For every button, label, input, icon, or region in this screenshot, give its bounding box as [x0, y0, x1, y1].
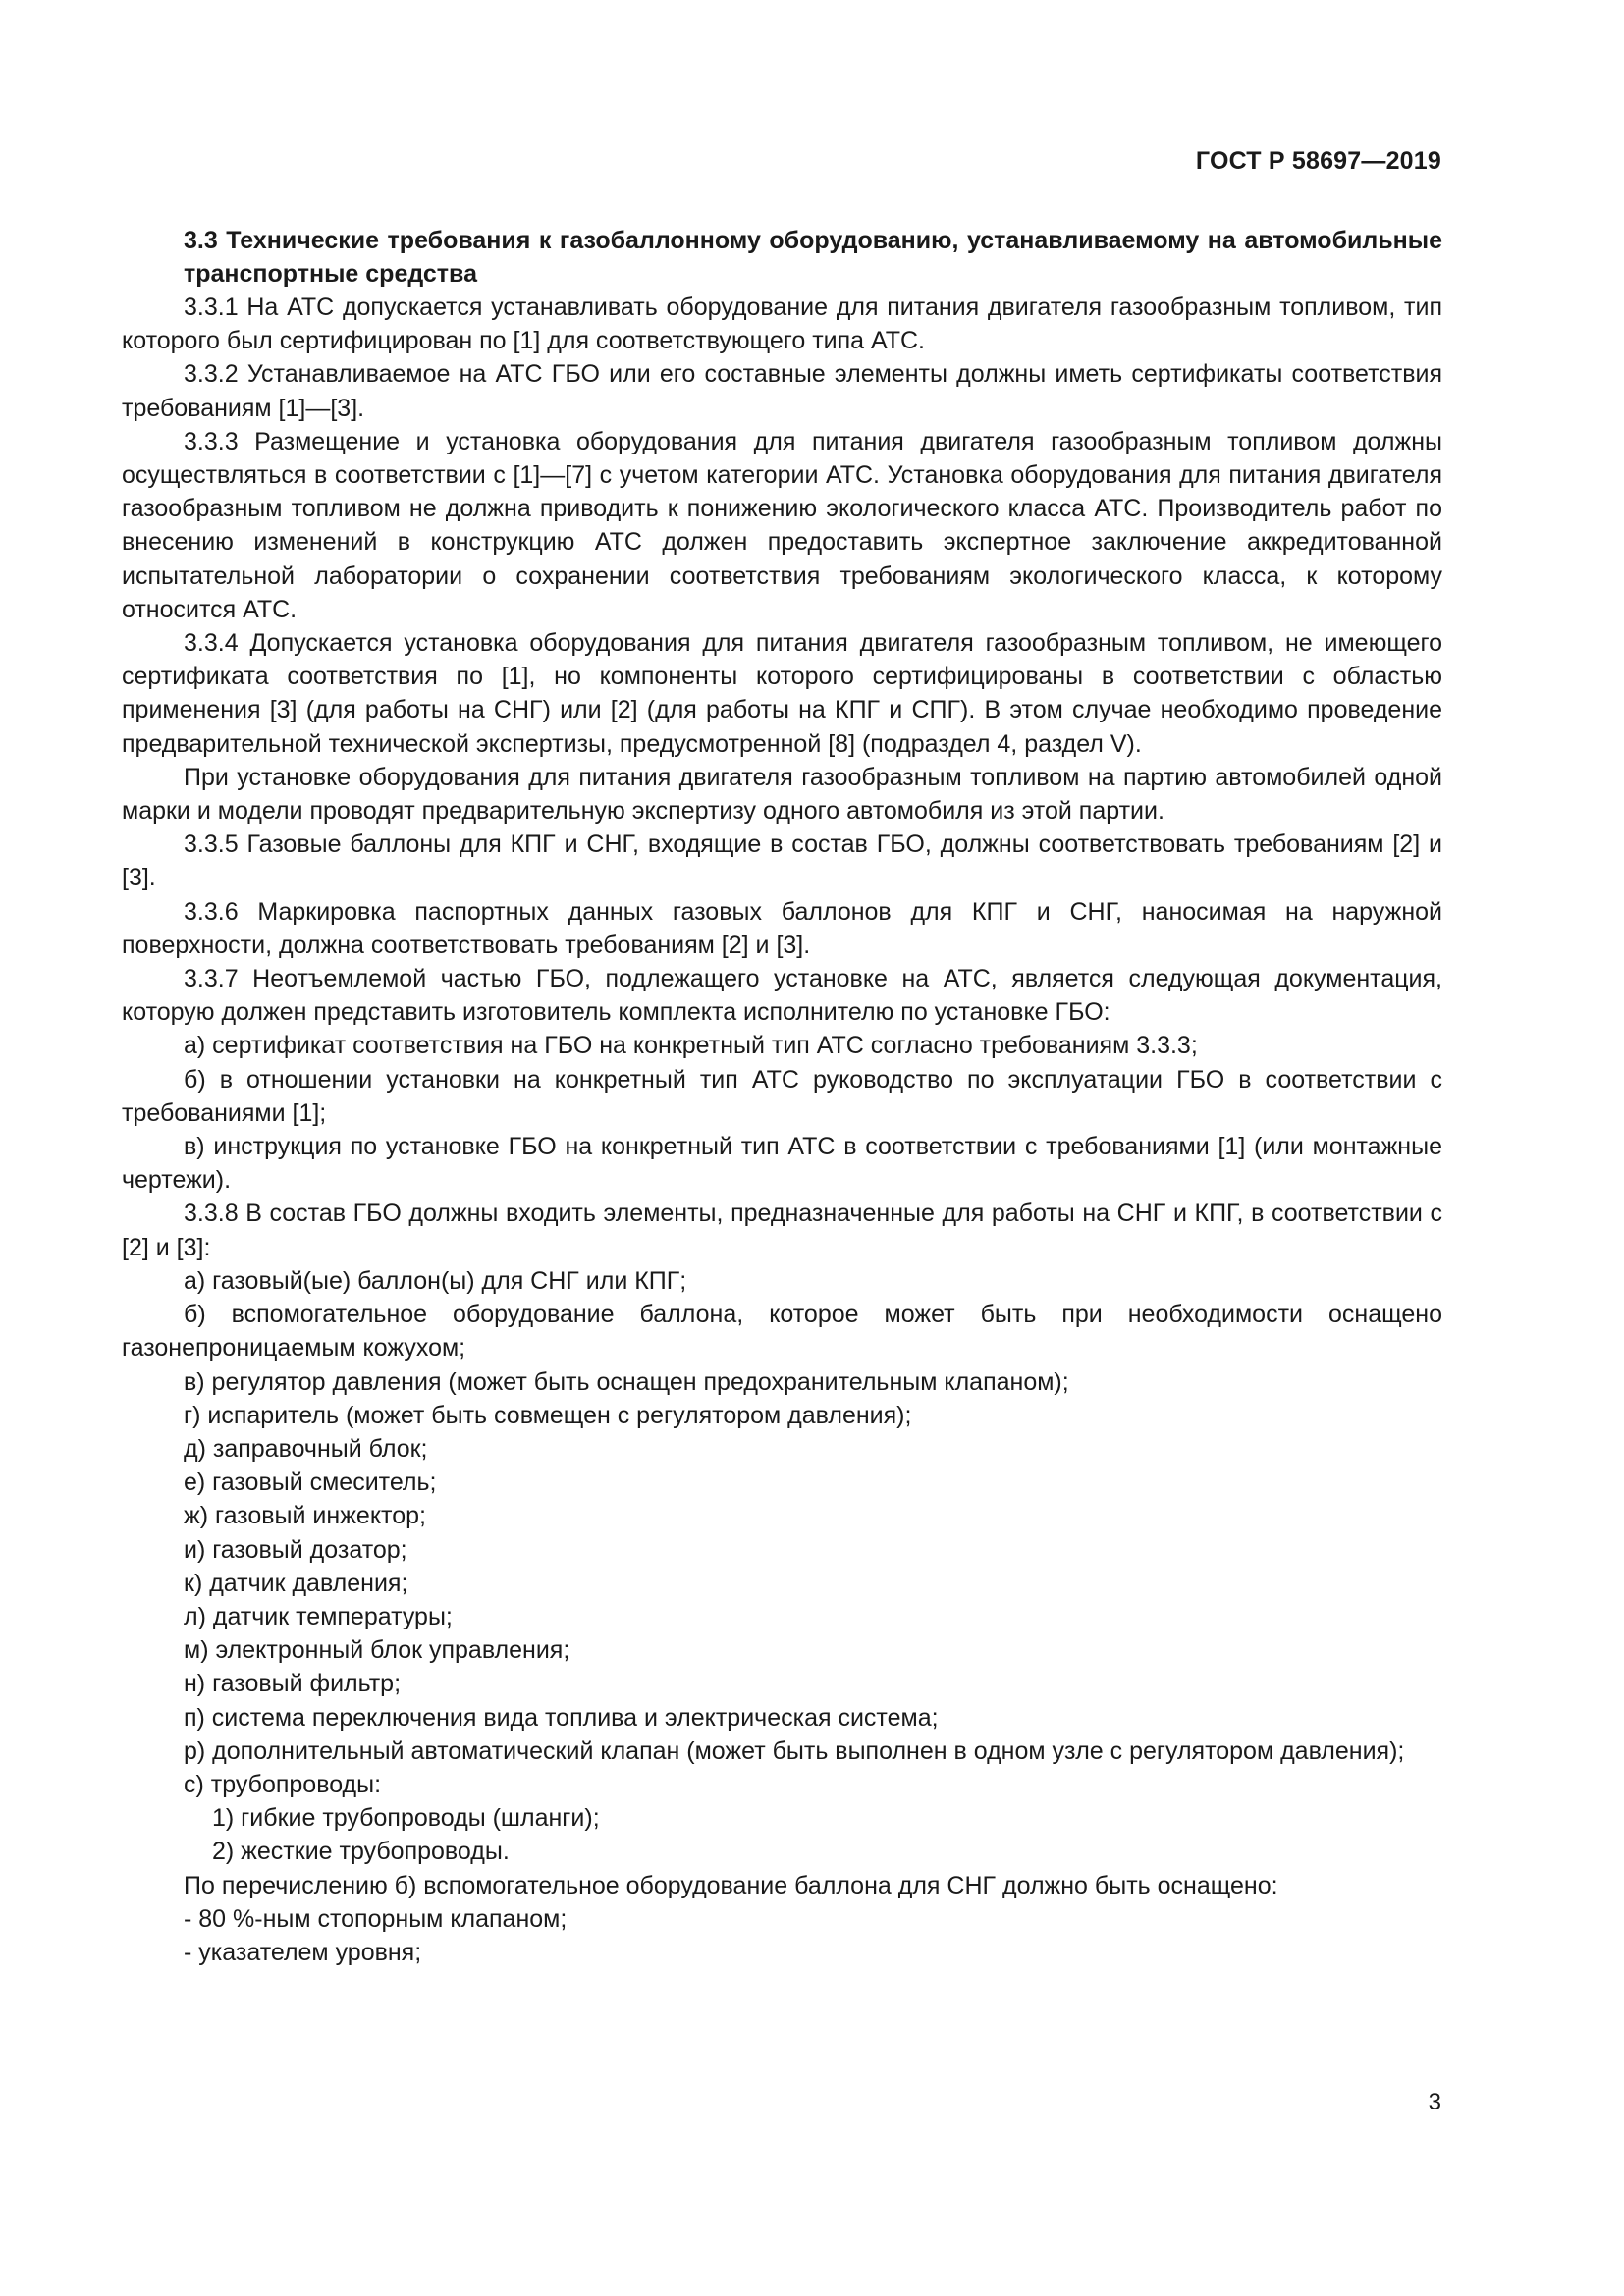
document-code-header: ГОСТ Р 58697—2019	[1195, 147, 1441, 175]
list-item: л) датчик температуры;	[184, 1602, 453, 1630]
list-item: и) газовый дозатор;	[184, 1535, 407, 1564]
paragraph-3-3-2: 3.3.2 Устанавливаемое на АТС ГБО или его составные элементы должны иметь сертификаты соответствия требованиям [1]—[3].	[122, 360, 1442, 422]
list-item: а) газовый(ые) баллон(ы) для СНГ или КПГ;	[184, 1266, 687, 1295]
sub-list-item: 1) гибкие трубопроводы (шланги);	[212, 1804, 600, 1833]
paragraph-enumeration-note: По перечислению б) вспомогательное оборудование баллона для СНГ должно быть оснащено:	[184, 1871, 1278, 1899]
paragraph-3-3-8: 3.3.8 В состав ГБО должны входить элементы, предназначенные для работы на СНГ и КПГ, в соответствии с [2] и [3]:	[122, 1200, 1442, 1261]
paragraph-3-3-4: 3.3.4 Допускается установка оборудования для питания двигателя газообразным топливом, не имеющего сертификата соответствия по [1], но компоненты которого сертифицированы в соответствии с областью применения [3] (для работы на СНГ) или [2] (для работы на КПГ и СПГ). В этом случае необходимо проведение предварительной технической экспертизы, предусмотренной [8] (подраздел 4, раздел V).	[122, 629, 1442, 758]
list-item: м) электронный блок управления;	[184, 1636, 570, 1665]
list-item: г) испаритель (может быть совмещен с регулятором давления);	[184, 1401, 912, 1429]
list-item: с) трубопроводы:	[184, 1770, 382, 1798]
list-item: б) вспомогательное оборудование баллона, которое может быть при необходимости оснащено газонепроницаемым кожухом;	[122, 1301, 1442, 1362]
list-item: ж) газовый инжектор;	[184, 1502, 426, 1530]
list-item: в) инструкция по установке ГБО на конкретный тип АТС в соответствии с требованиями [1] (или монтажные чертежи).	[122, 1133, 1442, 1195]
dash-list-item: - 80 %-ным стопорным клапаном;	[184, 1904, 568, 1933]
list-item: р) дополнительный автоматический клапан (может быть выполнен в одном узле с регулятором давления);	[184, 1736, 1405, 1765]
paragraph-3-3-7: 3.3.7 Неотъемлемой частью ГБО, подлежащего установке на АТС, является следующая документация, которую должен представить изготовитель комплекта исполнителю по установке ГБО:	[122, 965, 1442, 1027]
paragraph-3-3-5: 3.3.5 Газовые баллоны для КПГ и СНГ, входящие в состав ГБО, должны соответствовать требованиям [2] и [3].	[122, 830, 1442, 892]
paragraph-3-3-1: 3.3.1 На АТС допускается устанавливать оборудование для питания двигателя газообразным топливом, тип которого был сертифицирован по [1] для соответствующего типа АТС.	[122, 294, 1442, 355]
list-item: н) газовый фильтр;	[184, 1670, 402, 1698]
paragraph-3-3-6: 3.3.6 Маркировка паспортных данных газовых баллонов для КПГ и СНГ, наносимая на наружной поверхности, должна соответствовать требованиям [2] и [3].	[122, 897, 1442, 959]
page-number: 3	[1428, 2089, 1441, 2115]
section-title: 3.3 Технические требования к газобаллонному оборудованию, устанавливаемому на автомобильные транспортные средства	[184, 227, 1442, 288]
list-item: а) сертификат соответствия на ГБО на конкретный тип АТС согласно требованиям 3.3.3;	[184, 1032, 1198, 1060]
dash-list-item: - указателем уровня;	[184, 1938, 422, 1966]
list-item: е) газовый смеситель;	[184, 1468, 437, 1497]
list-item: д) заправочный блок;	[184, 1434, 428, 1463]
list-item: в) регулятор давления (может быть оснащен предохранительным клапаном);	[184, 1367, 1069, 1396]
sub-list-item: 2) жесткие трубопроводы.	[212, 1838, 510, 1866]
list-item: п) система переключения вида топлива и электрическая система;	[184, 1703, 939, 1732]
list-item: к) датчик давления;	[184, 1569, 408, 1597]
list-item: б) в отношении установки на конкретный тип АТС руководство по эксплуатации ГБО в соответствии с требованиями [1];	[122, 1065, 1442, 1127]
paragraph-batch-installation: При установке оборудования для питания двигателя газообразным топливом на партию автомобилей одной марки и модели проводят предварительную экспертизу одного автомобиля из этой партии.	[122, 763, 1442, 826]
paragraph-3-3-3: 3.3.3 Размещение и установка оборудования для питания двигателя газообразным топливом должны осуществляться в соответствии с [1]—[7] с учетом категории АТС. Установка оборудования для питания двигателя газообразным топливом не должна приводить к понижению экологического класса АТС. Производитель работ по внесению изменений в конструкцию АТС должен предоставить экспертное заключение аккредитованной испытательной лаборатории о сохранении соответствия требованиям экологического класса, к которому относится АТС.	[122, 427, 1442, 623]
document-body	[122, 224, 1442, 1969]
